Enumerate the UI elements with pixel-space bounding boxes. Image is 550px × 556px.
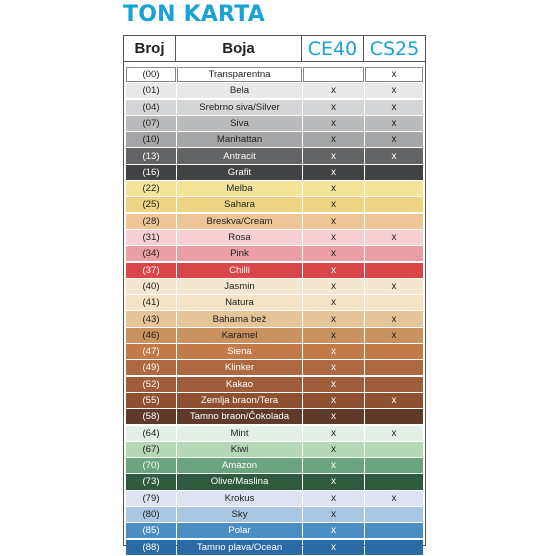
- cs25-availability: [365, 344, 423, 359]
- color-name: Karamel: [177, 328, 302, 343]
- color-code: (52): [126, 377, 176, 392]
- cs25-availability: [365, 458, 423, 473]
- cs25-availability: x: [365, 100, 423, 115]
- color-name: Chilli: [177, 263, 302, 278]
- cs25-availability: x: [365, 83, 423, 98]
- table-row: [126, 458, 423, 474]
- color-name: Srebrno siva/Silver: [177, 100, 302, 115]
- table-row: [126, 442, 423, 458]
- ce40-availability: x: [303, 279, 364, 294]
- header-cs25: CS25: [369, 37, 420, 60]
- ce40-availability: x: [303, 409, 364, 424]
- ce40-availability: x: [303, 311, 364, 326]
- ce40-availability: x: [303, 197, 364, 212]
- ce40-availability: x: [303, 458, 364, 473]
- cs25-availability: [365, 507, 423, 522]
- color-name: Pink: [177, 246, 302, 261]
- color-name: Siva: [177, 116, 302, 131]
- color-code: (16): [126, 165, 176, 180]
- header-underline: [124, 61, 425, 62]
- table-row: [126, 83, 423, 99]
- ce40-availability: x: [303, 100, 364, 115]
- cs25-availability: x: [365, 426, 423, 441]
- table-row: [126, 377, 423, 393]
- ce40-availability: x: [303, 132, 364, 147]
- color-code: (28): [126, 214, 176, 229]
- color-code: (40): [126, 279, 176, 294]
- table-row: [126, 116, 423, 132]
- color-code: (47): [126, 344, 176, 359]
- color-name: Mint: [177, 426, 302, 441]
- table-row: [126, 507, 423, 523]
- table-row: [126, 474, 423, 490]
- table-row: [126, 393, 423, 409]
- ce40-availability: x: [303, 246, 364, 261]
- cs25-availability: [365, 295, 423, 310]
- ce40-availability: x: [303, 523, 364, 538]
- ce40-availability: x: [303, 474, 364, 489]
- header-boja: Boja: [222, 40, 255, 57]
- cs25-availability: [365, 360, 423, 375]
- color-name: Amazon: [177, 458, 302, 473]
- table-row: [126, 409, 423, 425]
- cs25-availability: x: [365, 393, 423, 408]
- table-row: [126, 311, 423, 327]
- color-code: (85): [126, 523, 176, 538]
- color-name: Jasmin: [177, 279, 302, 294]
- color-name: Olive/Maslina: [177, 474, 302, 489]
- color-name: Transparentna: [177, 67, 302, 82]
- cs25-availability: [365, 263, 423, 278]
- table-row: [126, 426, 423, 442]
- table-row: [126, 132, 423, 148]
- color-name: Kiwi: [177, 442, 302, 457]
- header-broj: Broj: [134, 40, 165, 57]
- color-name: Natura: [177, 295, 302, 310]
- ce40-availability: x: [303, 295, 364, 310]
- table-row: [126, 197, 423, 213]
- table-row: [126, 100, 423, 116]
- cs25-availability: x: [365, 67, 423, 82]
- color-name: Zemlja braon/Tera: [177, 393, 302, 408]
- table-row: [126, 148, 423, 164]
- color-name: Manhattan: [177, 132, 302, 147]
- cs25-availability: [365, 181, 423, 196]
- color-name: Bahama bež: [177, 311, 302, 326]
- table-header: [124, 36, 425, 61]
- table-row: [126, 360, 423, 376]
- ce40-availability: x: [303, 116, 364, 131]
- color-name: Grafit: [177, 165, 302, 180]
- color-name: Melba: [177, 181, 302, 196]
- table-row: [126, 295, 423, 311]
- ce40-availability: x: [303, 83, 364, 98]
- color-code: (55): [126, 393, 176, 408]
- color-name: Antracit: [177, 148, 302, 163]
- color-code: (00): [126, 67, 176, 82]
- table-row: [126, 214, 423, 230]
- ce40-availability: x: [303, 181, 364, 196]
- table-row: [126, 344, 423, 360]
- cs25-availability: x: [365, 116, 423, 131]
- color-name: Klinker: [177, 360, 302, 375]
- ce40-availability: x: [303, 165, 364, 180]
- ce40-availability: x: [303, 426, 364, 441]
- color-code: (22): [126, 181, 176, 196]
- ce40-availability: x: [303, 507, 364, 522]
- color-code: (67): [126, 442, 176, 457]
- color-name: Siena: [177, 344, 302, 359]
- ce40-availability: x: [303, 263, 364, 278]
- color-code: (88): [126, 540, 176, 555]
- table-row: [126, 246, 423, 262]
- color-name: Polar: [177, 523, 302, 538]
- color-name: Breskva/Cream: [177, 214, 302, 229]
- color-code: (34): [126, 246, 176, 261]
- table-row: [126, 491, 423, 507]
- color-code: (07): [126, 116, 176, 131]
- color-chart-table: [123, 35, 426, 553]
- table-row: [126, 328, 423, 344]
- header-ce40: CE40: [307, 37, 358, 60]
- cs25-availability: [365, 442, 423, 457]
- cs25-availability: [365, 474, 423, 489]
- color-name: Tamno braon/Čokolada: [177, 409, 302, 424]
- cs25-availability: x: [365, 328, 423, 343]
- ce40-availability: x: [303, 328, 364, 343]
- ce40-availability: x: [303, 442, 364, 457]
- page-title: TON KARTA: [123, 2, 265, 27]
- cs25-availability: [365, 523, 423, 538]
- cs25-availability: [365, 197, 423, 212]
- ce40-availability: x: [303, 491, 364, 506]
- ce40-availability: x: [303, 393, 364, 408]
- table-row: [126, 540, 423, 556]
- color-code: (80): [126, 507, 176, 522]
- color-code: (13): [126, 148, 176, 163]
- color-code: (37): [126, 263, 176, 278]
- table-row: [126, 523, 423, 539]
- ce40-availability: x: [303, 148, 364, 163]
- cs25-availability: x: [365, 279, 423, 294]
- color-code: (01): [126, 83, 176, 98]
- cs25-availability: x: [365, 132, 423, 147]
- ce40-availability: x: [303, 360, 364, 375]
- cs25-availability: [365, 165, 423, 180]
- cs25-availability: x: [365, 311, 423, 326]
- color-code: (10): [126, 132, 176, 147]
- color-code: (64): [126, 426, 176, 441]
- table-row: [126, 181, 423, 197]
- ce40-availability: x: [303, 540, 364, 555]
- table-row: [126, 279, 423, 295]
- cs25-availability: [365, 246, 423, 261]
- table-body: [126, 67, 423, 556]
- cs25-availability: [365, 540, 423, 555]
- color-name: Krokus: [177, 491, 302, 506]
- cs25-availability: [365, 214, 423, 229]
- ce40-availability: x: [303, 230, 364, 245]
- table-row: [126, 67, 423, 83]
- color-code: (73): [126, 474, 176, 489]
- color-code: (46): [126, 328, 176, 343]
- color-code: (43): [126, 311, 176, 326]
- color-name: Sky: [177, 507, 302, 522]
- table-row: [126, 263, 423, 279]
- color-code: (79): [126, 491, 176, 506]
- cs25-availability: x: [365, 148, 423, 163]
- color-name: Bela: [177, 83, 302, 98]
- color-code: (04): [126, 100, 176, 115]
- color-name: Tamno plava/Ocean: [177, 540, 302, 555]
- color-name: Sahara: [177, 197, 302, 212]
- color-name: Kakao: [177, 377, 302, 392]
- ce40-availability: [303, 67, 364, 82]
- ce40-availability: x: [303, 344, 364, 359]
- color-code: (41): [126, 295, 176, 310]
- cs25-availability: x: [365, 491, 423, 506]
- color-code: (31): [126, 230, 176, 245]
- color-code: (49): [126, 360, 176, 375]
- table-row: [126, 165, 423, 181]
- color-code: (58): [126, 409, 176, 424]
- ce40-availability: x: [303, 214, 364, 229]
- cs25-availability: [365, 377, 423, 392]
- color-code: (70): [126, 458, 176, 473]
- ce40-availability: x: [303, 377, 364, 392]
- color-name: Rosa: [177, 230, 302, 245]
- color-code: (25): [126, 197, 176, 212]
- table-row: [126, 230, 423, 246]
- cs25-availability: [365, 409, 423, 424]
- cs25-availability: x: [365, 230, 423, 245]
